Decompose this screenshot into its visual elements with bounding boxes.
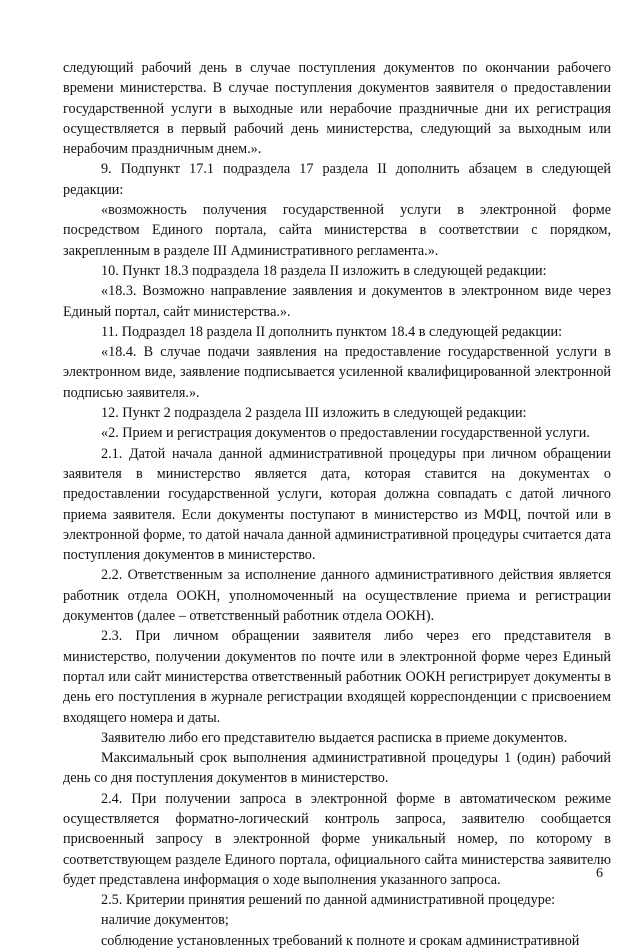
paragraph-criteria-compliance: соблюдение установленных требований к полноте и срокам административной: [101, 932, 580, 949]
paragraph-quote-18-3: «18.3. Возможно направление заявления и документов в электронном виде через Единый портал, сайт министерства.».: [63, 283, 611, 320]
paragraph-quote-17-1: «возможность получения государственной услуги в электронной форме посредством Единого портала, сайта министерства в соответствии с порядком, закрепленным в разделе III Административного регламента.».: [63, 202, 611, 259]
paragraph-receipt: Заявителю либо его представителю выдается расписка в приеме документов.: [101, 729, 568, 746]
paragraph-2-3: 2.3. При личном обращении заявителя либо через его представителя в министерство, получении документов по почте или в электронной форме через Единый портал или сайт министерства ответственный работник ООКН регистрирует документы в день его поступления в журнале регистрации входящей корреспонденции с присвоением входящего номера и даты.: [63, 628, 611, 726]
paragraph-item-12: 12. Пункт 2 подраздела 2 раздела III изложить в следующей редакции:: [101, 405, 527, 422]
paragraph-2-4: 2.4. При получении запроса в электронной форме в автоматическом режиме осуществляется форматно-логический контроль запроса, заявителю сообщается присвоенный запросу в электронной форме уникальный номер, по которому в соответствующем разделе Единого портала, официального сайта министерства заявителю будет представлена информация о ходе выполнения указанного запроса.: [63, 790, 611, 888]
paragraph-item-11: 11. Подраздел 18 раздела II дополнить пунктом 18.4 в следующей редакции:: [101, 323, 563, 340]
document-page: [63, 58, 611, 951]
paragraph-item-10: 10. Пункт 18.3 подраздела 18 раздела II изложить в следующей редакции:: [101, 262, 547, 279]
paragraph-max-term: Максимальный срок выполнения административной процедуры 1 (один) рабочий день со дня поступления документов в министерство.: [63, 750, 611, 787]
paragraph-quote-2: «2. Прием и регистрация документов о предоставлении государственной услуги.: [101, 425, 590, 442]
paragraph-2-1: 2.1. Датой начала данной административной процедуры при личном обращении заявителя в министерство является дата, которая ставится на документах о предоставлении государственной услуги, которая должна совпадать с датой личного приема заявителя. Если документы поступают в министерство из МФЦ, почтой или в электронной форме, то датой начала данной административной процедуры считается дата поступления документов в министерство.: [63, 445, 611, 564]
paragraph-quote-18-4: «18.4. В случае подачи заявления на предоставление государственной услуги в электронном виде, заявление подписывается усиленной квалифицированной электронной подписью заявителя.».: [63, 344, 611, 401]
paragraph-2-5: 2.5. Критерии принятия решений по данной административной процедуре:: [101, 892, 556, 909]
paragraph-criteria-documents: наличие документов;: [101, 912, 229, 929]
paragraph-continuation: следующий рабочий день в случае поступления документов по окончании рабочего времени министерства. В случае поступления документов заявителя о предоставлении государственной услуги в выходные или нерабочие праздничные дни их регистрация осуществляется в первый рабочий день министерства, следующий за выходным или нерабочим праздничным днем.».: [63, 60, 611, 158]
paragraph-item-9: 9. Подпункт 17.1 подраздела 17 раздела II дополнить абзацем в следующей редакции:: [63, 161, 611, 198]
page-number: 6: [596, 866, 603, 881]
paragraph-2-2: 2.2. Ответственным за исполнение данного административного действия является работник отдела ООКН, уполномоченный на осуществление приема и регистрации документов (далее – ответственный работник отдела ООКН).: [63, 567, 611, 625]
